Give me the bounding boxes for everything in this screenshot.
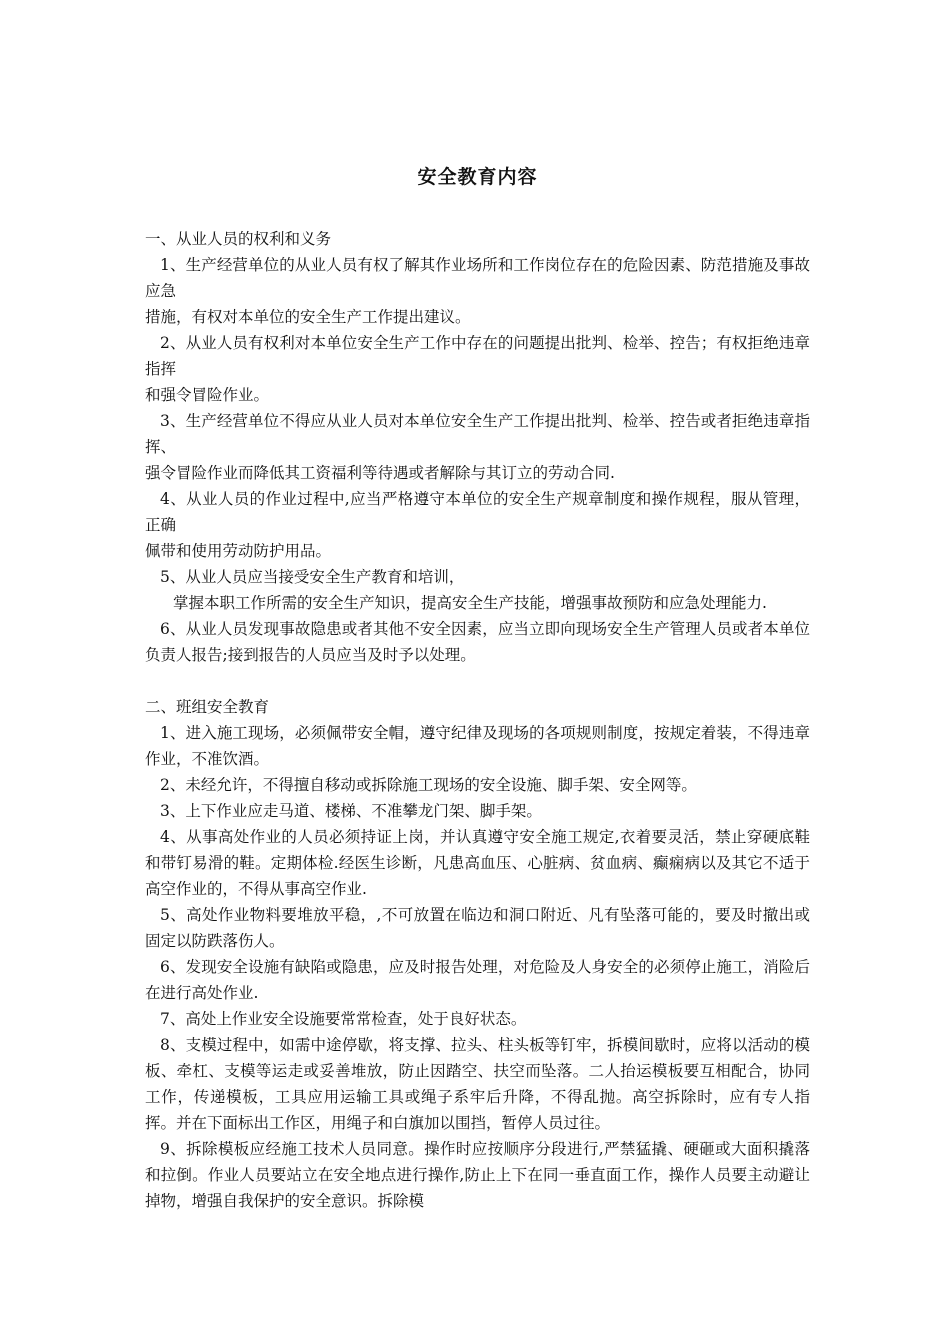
section-paragraph: 2、未经允许，不得擅自移动或拆除施工现场的安全设施、脚手架、安全网等。 (160, 776, 697, 794)
document-title: 安全教育内容 (417, 166, 538, 188)
document-body (145, 226, 810, 1214)
section-paragraph: 掌握本职工作所需的安全生产知识，提高安全生产技能，增强事故预防和应急处理能力. (173, 594, 767, 612)
section-paragraph: 6、发现安全设施有缺陷或隐患，应及时报告处理，对危险及人身安全的必须停止施工，消险后在进行高处作业. (145, 958, 810, 1002)
section-paragraph: 1、生产经营单位的从业人员有权了解其作业场所和工作岗位存在的危险因素、防范措施及事故应急 (145, 256, 810, 300)
document-section (145, 694, 810, 1214)
section-paragraph: 9、拆除模板应经施工技术人员同意。操作时应按顺序分段进行,严禁猛撬、硬砸或大面积撬落和拉倒。作业人员要站立在安全地点进行操作,防止上下在同一垂直面工作，操作人员要主动避让掉物，增强自我保护的安全意识。拆除模 (145, 1140, 810, 1210)
section-paragraph: 措施，有权对本单位的安全生产工作提出建议。 (145, 308, 471, 326)
section-paragraph: 8、支模过程中，如需中途停歇，将支撑、拉头、柱头板等钉牢，拆模间歇时，应将以活动的模板、牵杠、支模等运走或妥善堆放，防止因踏空、扶空而坠落。二人抬运模板要互相配合，协同工作，传递模板，工具应用运输工具或绳子系牢后升降，不得乱抛。高空拆除时，应有专人指挥。并在下面标出工作区，用绳子和白旗加以围挡，暂停人员过往。 (145, 1036, 810, 1132)
section-paragraph: 5、从业人员应当接受安全生产教育和培训， (160, 568, 465, 586)
section-paragraph: 1、进入施工现场，必须佩带安全帽，遵守纪律及现场的各项规则制度，按规定着装，不得违章作业，不准饮酒。 (145, 724, 810, 768)
section-paragraph: 7、高处上作业安全设施要常常检查，处于良好状态。 (160, 1010, 527, 1028)
section-paragraph: 强令冒险作业而降低其工资福利等待遇或者解除与其订立的劳动合同. (145, 464, 615, 482)
document-page (145, 158, 810, 1214)
section-paragraph: 6、从业人员发现事故隐患或者其他不安全因素，应当立即向现场安全生产管理人员或者本单位负责人报告;接到报告的人员应当及时予以处理。 (145, 620, 810, 664)
section-paragraph: 3、生产经营单位不得应从业人员对本单位安全生产工作提出批判、检举、控告或者拒绝违章指挥、 (145, 412, 810, 456)
section-paragraph: 佩带和使用劳动防护用品。 (145, 542, 332, 560)
section-paragraph: 和强令冒险作业。 (145, 386, 270, 404)
section-heading: 一、从业人员的权利和义务 (145, 230, 332, 248)
section-heading: 二、班组安全教育 (145, 698, 270, 716)
section-paragraph: 4、从业人员的作业过程中,应当严格遵守本单位的安全生产规章制度和操作规程，服从管理，正确 (145, 490, 810, 534)
document-section (145, 226, 810, 668)
section-paragraph: 4、从事高处作业的人员必须持证上岗，并认真遵守安全施工规定,衣着要灵活，禁止穿硬底鞋和带钉易滑的鞋。定期体检.经医生诊断，凡患高血压、心脏病、贫血病、癫痫病以及其它不适于高空作业的，不得从事高空作业. (145, 828, 810, 898)
section-paragraph: 2、从业人员有权利对本单位安全生产工作中存在的问题提出批判、检举、控告；有权拒绝违章指挥 (145, 334, 810, 378)
section-paragraph: 3、上下作业应走马道、楼梯、不准攀龙门架、脚手架。 (160, 802, 542, 820)
section-paragraph: 5、高处作业物料要堆放平稳，,不可放置在临边和洞口附近、凡有坠落可能的，要及时撤出或固定以防跌落伤人。 (145, 906, 810, 950)
